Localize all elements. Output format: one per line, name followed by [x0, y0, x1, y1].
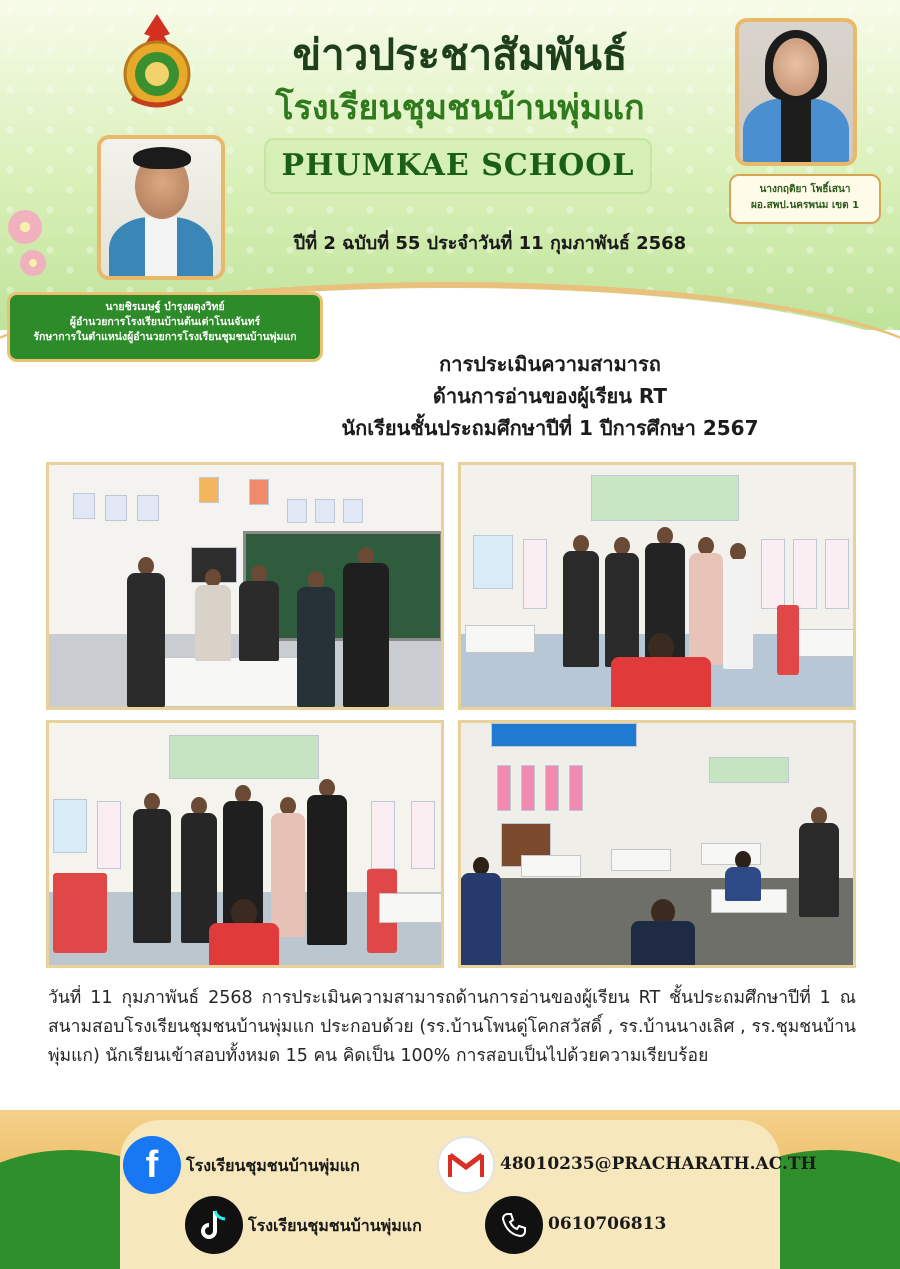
headline-line-1: การประเมินความสามารถ: [439, 352, 661, 376]
photo-poster: [137, 495, 159, 521]
photo-poster: [545, 765, 559, 811]
photo-poster: [521, 765, 535, 811]
headline-line-2: ด้านการอ่านของผู้เรียน RT: [432, 384, 668, 408]
left-person-acting-title: รักษาการในตำแหน่งผู้อำนวยการโรงเรียนชุมชนบ้านพุ่มแก: [33, 331, 297, 343]
photo-poster: [287, 499, 307, 523]
photo-poster: [73, 493, 95, 519]
photo-alphabet-chart: [169, 735, 319, 779]
gmail-icon[interactable]: [437, 1136, 495, 1194]
photo-exam-room: [458, 720, 856, 968]
photo-desk: [611, 849, 671, 871]
school-name-english: PHUMKAE SCHOOL: [281, 148, 635, 183]
tiktok-note-icon: [199, 1209, 229, 1241]
photo-student: [631, 899, 695, 968]
photo-poster: [249, 479, 269, 505]
photo-desk: [465, 625, 535, 653]
facebook-link[interactable]: โรงเรียนชุมชนบ้านพุ่มแก: [186, 1156, 360, 1175]
headline-line-3: นักเรียนชั้นประถมศึกษาปีที่ 1 ปีการศึกษา 2567: [341, 416, 759, 440]
photo-person: [343, 547, 389, 707]
school-name-thai: โรงเรียนชุมชนบ้านพุ่มแก: [275, 88, 645, 128]
photo-poster: [569, 765, 583, 811]
photo-poster: [473, 535, 513, 589]
facebook-icon[interactable]: f: [123, 1136, 181, 1194]
left-person-title: ผู้อำนวยการโรงเรียนบ้านต้นเต่าโนนจันทร์: [69, 316, 261, 328]
photo-person: [127, 557, 165, 707]
photo-person: [133, 793, 171, 943]
right-person-portrait: [735, 18, 857, 166]
email-link[interactable]: 48010235@PRACHARATH.AC.TH: [500, 1154, 817, 1174]
left-person-name: นายชิรเมษฐ์ บำรุงผดุงวิทย์: [105, 301, 225, 313]
right-person-name: นางกฤติยา โพธิ์เสนา: [759, 184, 851, 195]
portrait-blouse: [781, 98, 811, 166]
issue-info: ปีที่ 2 ฉบับที่ 55 ประจำวันที่ 11 กุมภาพันธ์ 2568: [293, 233, 687, 254]
school-name-badge: [264, 138, 652, 194]
phone-handset-icon: [500, 1211, 528, 1239]
photo-classroom-group-3: [46, 720, 444, 968]
gmail-envelope-icon: [448, 1151, 484, 1179]
photo-chair: [777, 605, 799, 675]
photo-poster: [97, 801, 121, 869]
phone-number[interactable]: 0610706813: [548, 1214, 667, 1234]
article-headline: [250, 348, 850, 444]
photo-poster: [825, 539, 849, 609]
photo-poster: [523, 539, 547, 609]
tiktok-icon[interactable]: [185, 1196, 243, 1254]
photo-student: [209, 899, 279, 968]
photo-person: [563, 535, 599, 667]
photo-poster: [343, 499, 363, 523]
photo-person: [799, 807, 839, 917]
photo-alphabet-chart: [709, 757, 789, 783]
photo-desk: [379, 893, 443, 923]
ministry-seal-logo: [118, 12, 196, 112]
portrait-face: [773, 38, 819, 96]
photo-poster: [411, 801, 435, 869]
portrait-shirt: [145, 217, 177, 280]
photo-chair: [53, 873, 107, 953]
photo-alphabet-chart: [591, 475, 739, 521]
right-person-caption: [729, 174, 881, 224]
photo-student: [461, 857, 501, 967]
newsletter-title: ข่าวประชาสัมพันธ์: [292, 30, 628, 79]
photo-person: [239, 565, 279, 661]
left-person-portrait: [97, 135, 225, 280]
photo-person: [195, 569, 231, 661]
photo-poster: [497, 765, 511, 811]
article-body: วันที่ 11 กุมภาพันธ์ 2568 การประเมินความสามารถด้านการอ่านของผู้เรียน RT ชั้นประถมศึกษาปีที่ 1 ณ สนามสอบโรงเรียนชุมชนบ้านพุ่มแก ประกอบด้วย (รร.บ้านโพนดู่โคกสวัสดิ์ , รร.บ้านนางเลิศ , รร.ชุมชนบ้านพุ่มแก) นักเรียนเข้าสอบทั้งหมด 15 คน คิดเป็น 100% การสอบเป็นไปด้วยความเรียบร้อย: [48, 988, 856, 1066]
photo-classroom-group-2: [458, 462, 856, 710]
flower-decoration: [20, 250, 46, 276]
right-person-title: ผอ.สพป.นครพนม เขต 1: [750, 200, 860, 211]
photo-poster: [315, 499, 335, 523]
photo-poster: [105, 495, 127, 521]
portrait-hair: [133, 147, 191, 169]
photo-desk: [521, 855, 581, 877]
phone-icon[interactable]: [485, 1196, 543, 1254]
photo-student: [611, 633, 711, 709]
photo-student: [725, 851, 761, 901]
photo-curtain: [491, 723, 637, 747]
tiktok-link[interactable]: โรงเรียนชุมชนบ้านพุ่มแก: [248, 1216, 422, 1235]
photo-person: [307, 779, 347, 945]
photo-classroom-group-1: [46, 462, 444, 710]
photo-poster: [199, 477, 219, 503]
photo-poster: [761, 539, 785, 609]
photo-person: [297, 571, 335, 707]
photo-poster: [371, 801, 395, 869]
flower-decoration: [8, 210, 42, 244]
photo-poster: [793, 539, 817, 609]
photo-person: [723, 543, 753, 669]
photo-poster: [53, 799, 87, 853]
photo-desk: [159, 657, 319, 707]
